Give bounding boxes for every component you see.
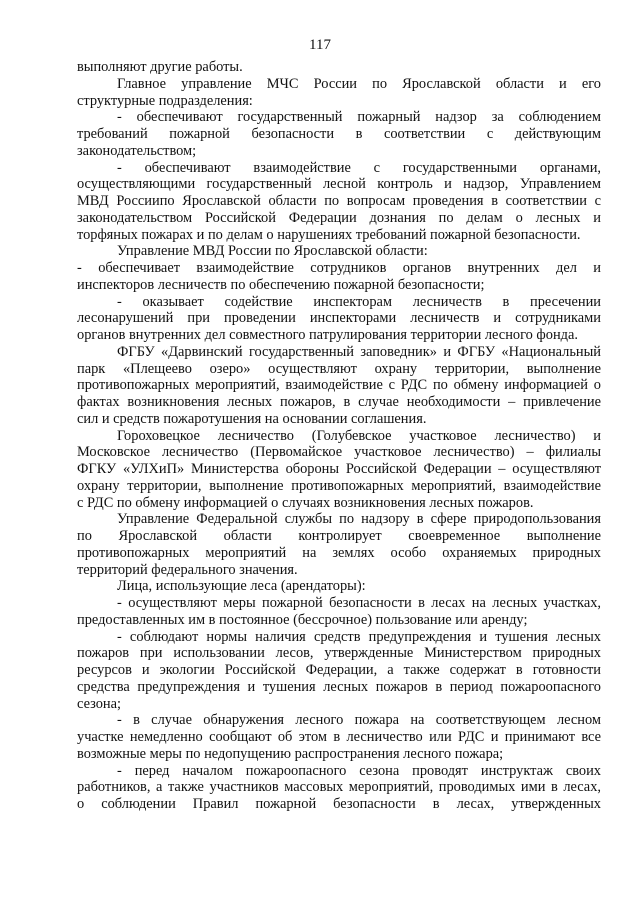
text-line: - обеспечивают взаимодействие с государственными органами, [117,159,601,176]
text-line: осуществляющими государственный лесной контроль и надзор, Управлением [77,176,601,193]
text-line: Управление Федеральной службы по надзору в сфере природопользования [117,511,601,528]
text-line: законодательством; [77,142,197,159]
text-line: фактах возникновения лесных пожаров, в случае необходимости – привлечение [77,394,601,410]
text-line: - обеспечивает взаимодействие сотрудников органов внутренних дел и [77,260,601,276]
text-line: парк «Плещеево озеро» осуществляют охрану территории, выполнение [77,360,601,377]
text-line: сил и средств пожаротушения на основании соглашения. [77,410,427,427]
text-line: лесонарушений при проведении инспекторами лесничеств и сотрудниками [77,310,601,327]
text-line: противопожарных мероприятий, взаимодействие с РДС по обмену информацией о [77,377,601,394]
text-line: Гороховецкое лесничество (Голубевское участковое лесничество) и [117,427,601,444]
page-number: 117 [309,37,331,53]
text-line: участке немедленно сообщают об этом в лесничество или РДС и принимают все [77,729,601,745]
text-line: ресурсов и экологии Российской Федерации, а также содержат в готовности [77,662,601,678]
text-line: с РДС по обмену информацией о случаях возникновения лесных пожаров. [77,494,534,511]
text-line: - перед началом пожароопасного сезона проводят инструктаж своих [117,762,601,779]
text-line: выполняют другие работы. [77,59,243,75]
text-line: предоставленных им в постоянное (бессрочное) пользование или аренду; [77,611,528,628]
text-line: - осуществляют меры пожарной безопасности в лесах на лесных участках, [117,595,601,611]
text-line: - обеспечивают государственный пожарный надзор за соблюдением [117,109,601,126]
text-line: МВД Россиипо Ярославской области по вопросам проведения в соответствии с [77,193,601,209]
text-line: по Ярославской области контролирует своевременное выполнение [77,528,601,544]
text-line: Управление МВД России по Ярославской области: [117,243,428,260]
text-line: требований пожарной безопасности в соответствии с действующим [77,126,601,142]
text-line: территорий федерального значения. [77,561,298,578]
text-line: органов внутренних дел совместного патрулирования территории лесного фонда. [77,327,578,343]
text-line: структурные подразделения: [77,92,253,109]
text-line: охрану территории, выполнение противопожарных мероприятий, взаимодействие [77,477,601,494]
text-line: - соблюдают нормы наличия средств предупреждения и тушения лесных [117,628,601,645]
text-line: о соблюдении Правил пожарной безопасности в лесах, утвержденных [77,796,601,812]
text-line: инспекторов лесничеств по обеспечению пожарной безопасности; [77,276,485,293]
text-line: - оказывает содействие инспекторам лесничеств в пресечении [117,293,601,310]
text-line: пожаров при использовании лесов, утвержденные Министерством природных [77,645,601,662]
text-line: возможные меры по недопущению распространения лесного пожара; [77,745,504,762]
text-line: ФГКУ «УЛХиП» Министерства обороны Российской Федерации – осуществляют [77,461,601,477]
text-line: противопожарных мероприятий на землях особо охраняемых природных [77,544,601,561]
text-line: работников, а также участников массовых мероприятий, проводимых ими в лесах, [77,779,601,796]
text-line: Лица, использующие леса (арендаторы): [117,578,366,595]
text-line: торфяных пожарах и по делам о нарушениях требований пожарной безопасности. [77,226,581,243]
text-line: Главное управление МЧС России по Ярославской области и его [117,75,601,92]
text-line: - в случае обнаружения лесного пожара на соответствующем лесном [117,712,601,729]
text-line: законодательством Российской Федерации дознания по делам о лесных и [77,209,601,226]
text-line: ФГБУ «Дарвинский государственный заповедник» и ФГБУ «Национальный [117,343,601,360]
document-body [77,59,601,813]
text-line: Московское лесничество (Первомайское участковое лесничество) – филиалы [77,444,601,461]
text-line: средства предупреждения и тушения лесных пожаров в период пожароопасного [77,678,601,695]
text-line: сезона; [77,695,122,712]
